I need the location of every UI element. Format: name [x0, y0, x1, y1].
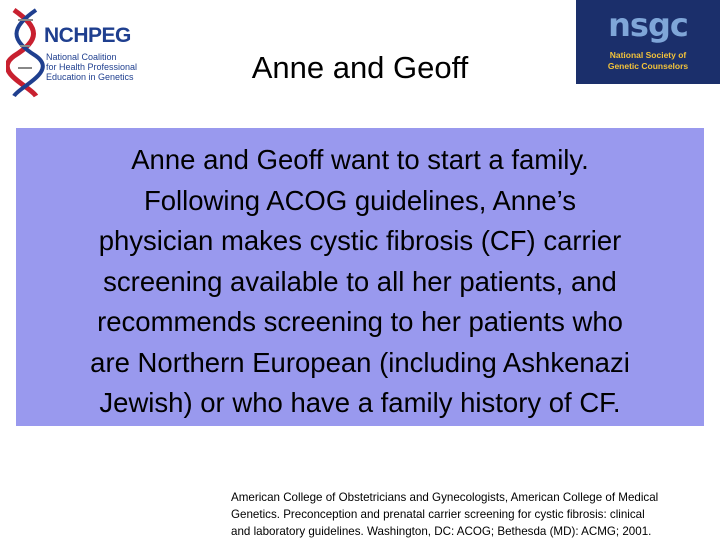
scenario-line: Following ACOG guidelines, Anne’s — [143, 184, 577, 216]
scenario-line: are Northern European (including Ashkenazi — [90, 346, 630, 378]
nchpeg-logo — [4, 6, 174, 98]
nchpeg-tagline-line: for Health Professional — [46, 62, 138, 72]
citation-line: and laboratory guidelines. Washington, DC: ACOG; Bethesda (MD): ACMG; 2001. — [231, 525, 652, 538]
scenario-line: recommends screening to her patients who — [97, 306, 623, 337]
nsgc-name-line: Genetic Counselors — [607, 61, 689, 71]
nchpeg-wordmark: NCHPEG — [44, 24, 131, 47]
citation-line: American College of Obstetricians and Gynecologists, American College of Medical — [231, 491, 659, 504]
nsgc-logo — [576, 0, 720, 84]
nsgc-wordmark: nsgc — [608, 6, 688, 44]
scenario-box — [16, 128, 704, 426]
nchpeg-tagline-line: Education in Genetics — [46, 72, 134, 82]
slide-title: Anne and Geoff — [251, 50, 469, 85]
nchpeg-tagline — [46, 52, 166, 82]
scenario-line: Anne and Geoff want to start a family. — [131, 144, 589, 175]
citation-line: Genetics. Preconception and prenatal carrier screening for cystic fibrosis: clinical — [231, 508, 645, 521]
dna-helix-icon — [6, 6, 46, 98]
scenario-text — [16, 140, 704, 424]
nsgc-name-line: National Society of — [609, 50, 687, 60]
nsgc-name — [576, 50, 720, 72]
citation — [231, 489, 717, 540]
scenario-line: Jewish) or who have a family history of CF. — [99, 387, 621, 418]
nchpeg-tagline-line: National Coalition — [46, 52, 117, 62]
scenario-line: physician makes cystic fibrosis (CF) carrier — [98, 225, 622, 256]
scenario-line: screening available to all her patients, and — [103, 265, 617, 297]
